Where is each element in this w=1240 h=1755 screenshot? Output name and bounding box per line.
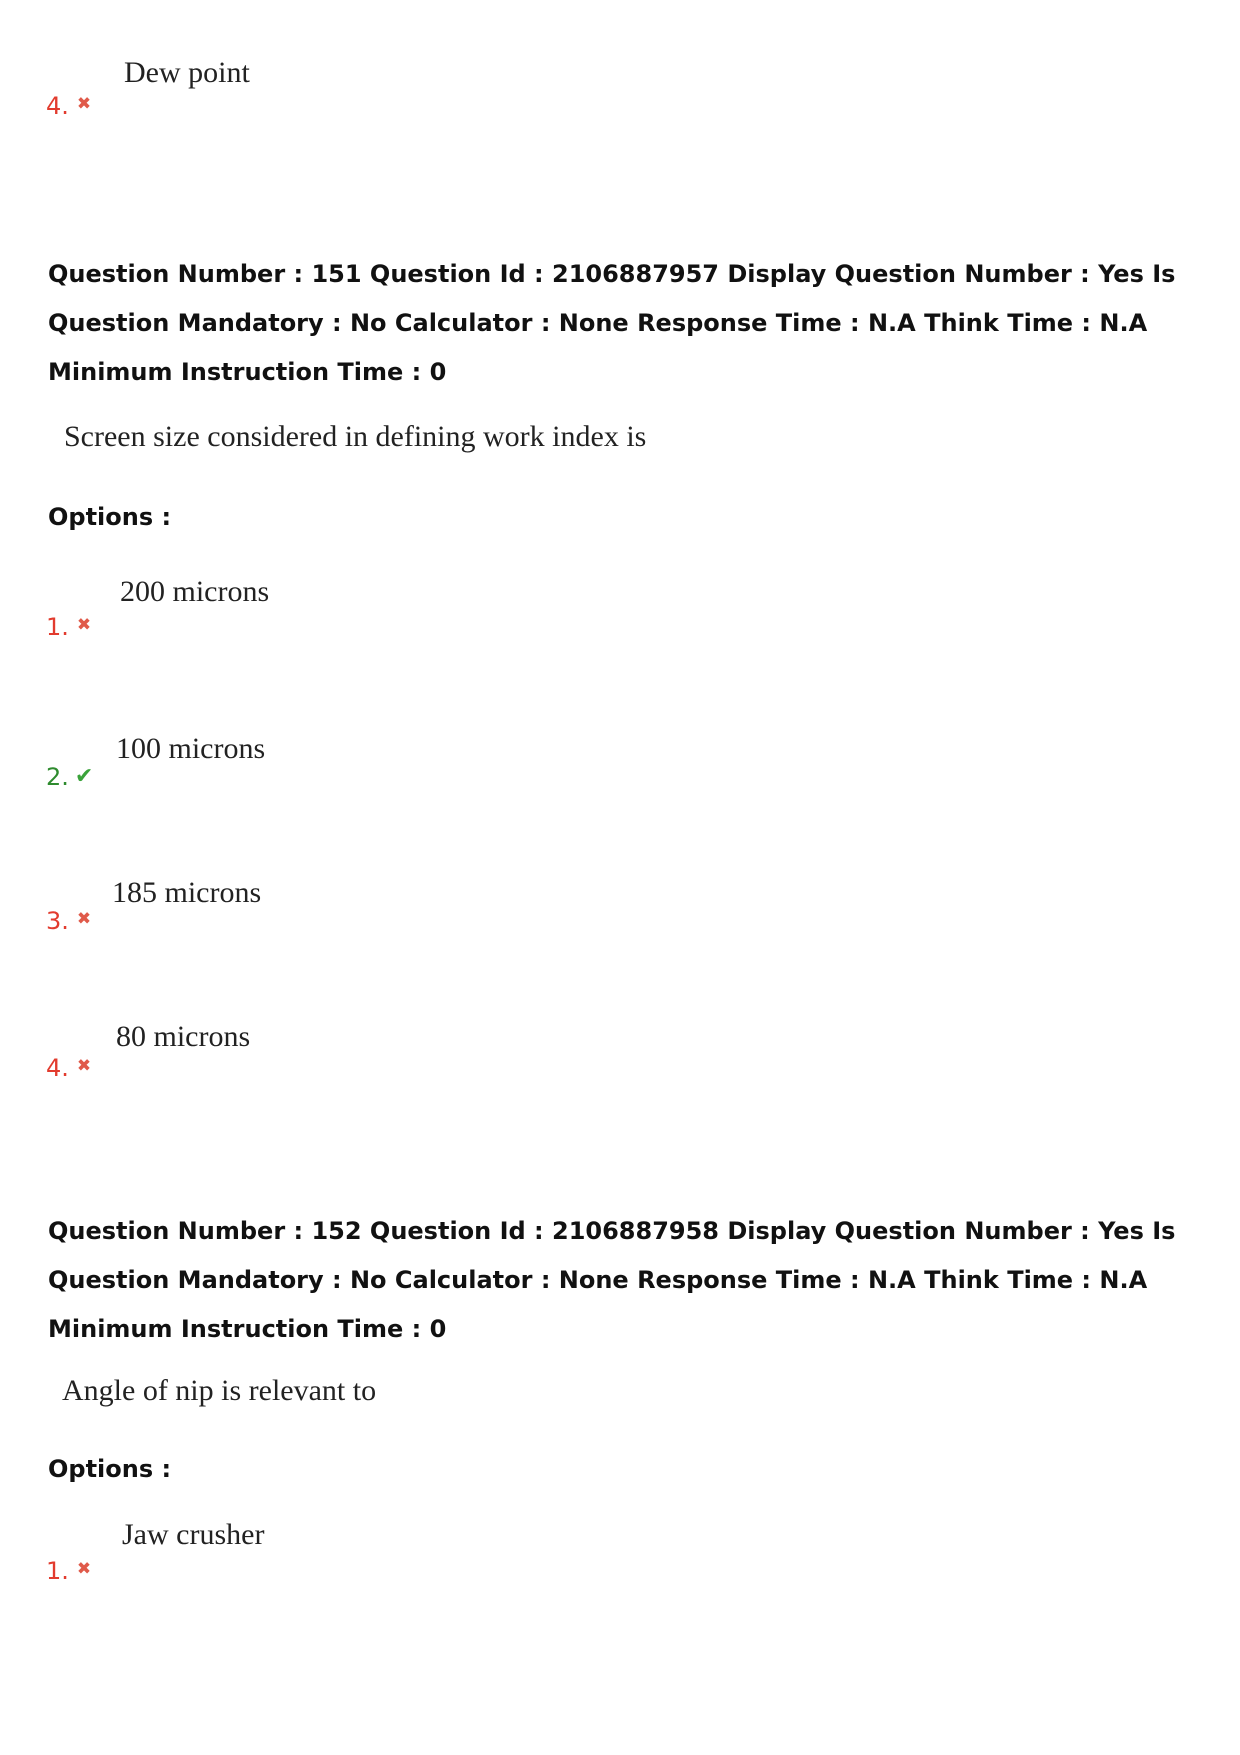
option-text: 100 microns <box>116 732 266 765</box>
option-text: 80 microns <box>116 1020 251 1053</box>
option-number-label: 4. <box>46 1054 69 1082</box>
cross-icon: ✖ <box>76 615 92 635</box>
option-number-label: 1. <box>46 613 69 641</box>
option-number <box>46 92 91 120</box>
question-text: Angle of nip is relevant to <box>62 1374 377 1407</box>
option-number <box>46 613 91 641</box>
option-text: Dew point <box>124 56 250 89</box>
cross-icon: ✖ <box>76 1559 92 1579</box>
option-text: Jaw crusher <box>122 1518 265 1551</box>
option-number-label: 1. <box>46 1557 69 1585</box>
option-number-label: 2. <box>46 763 69 791</box>
cross-icon: ✖ <box>76 909 92 929</box>
question-meta: Question Number : 152 Question Id : 2106887958 Display Question Number : Yes Is Question Mandatory : No Calculator : None Response Time : N.A Think Time : N.A Minimum Instruction Time : 0 <box>48 1217 1176 1343</box>
option-text: 200 microns <box>120 575 270 608</box>
option-text: 185 microns <box>112 876 262 909</box>
option-number <box>46 763 93 791</box>
cross-icon: ✖ <box>76 94 92 114</box>
option-number <box>46 907 91 935</box>
options-heading: Options : <box>48 1455 172 1483</box>
cross-icon: ✖ <box>76 1056 92 1076</box>
option-number-label: 4. <box>46 92 69 120</box>
options-heading: Options : <box>48 503 172 531</box>
question-meta: Question Number : 151 Question Id : 2106887957 Display Question Number : Yes Is Question Mandatory : No Calculator : None Response Time : N.A Think Time : N.A Minimum Instruction Time : 0 <box>48 260 1176 386</box>
option-number <box>46 1054 91 1082</box>
option-number-label: 3. <box>46 907 69 935</box>
question-text: Screen size considered in defining work index is <box>64 420 647 453</box>
check-icon: ✔ <box>74 764 94 789</box>
option-number <box>46 1557 91 1585</box>
